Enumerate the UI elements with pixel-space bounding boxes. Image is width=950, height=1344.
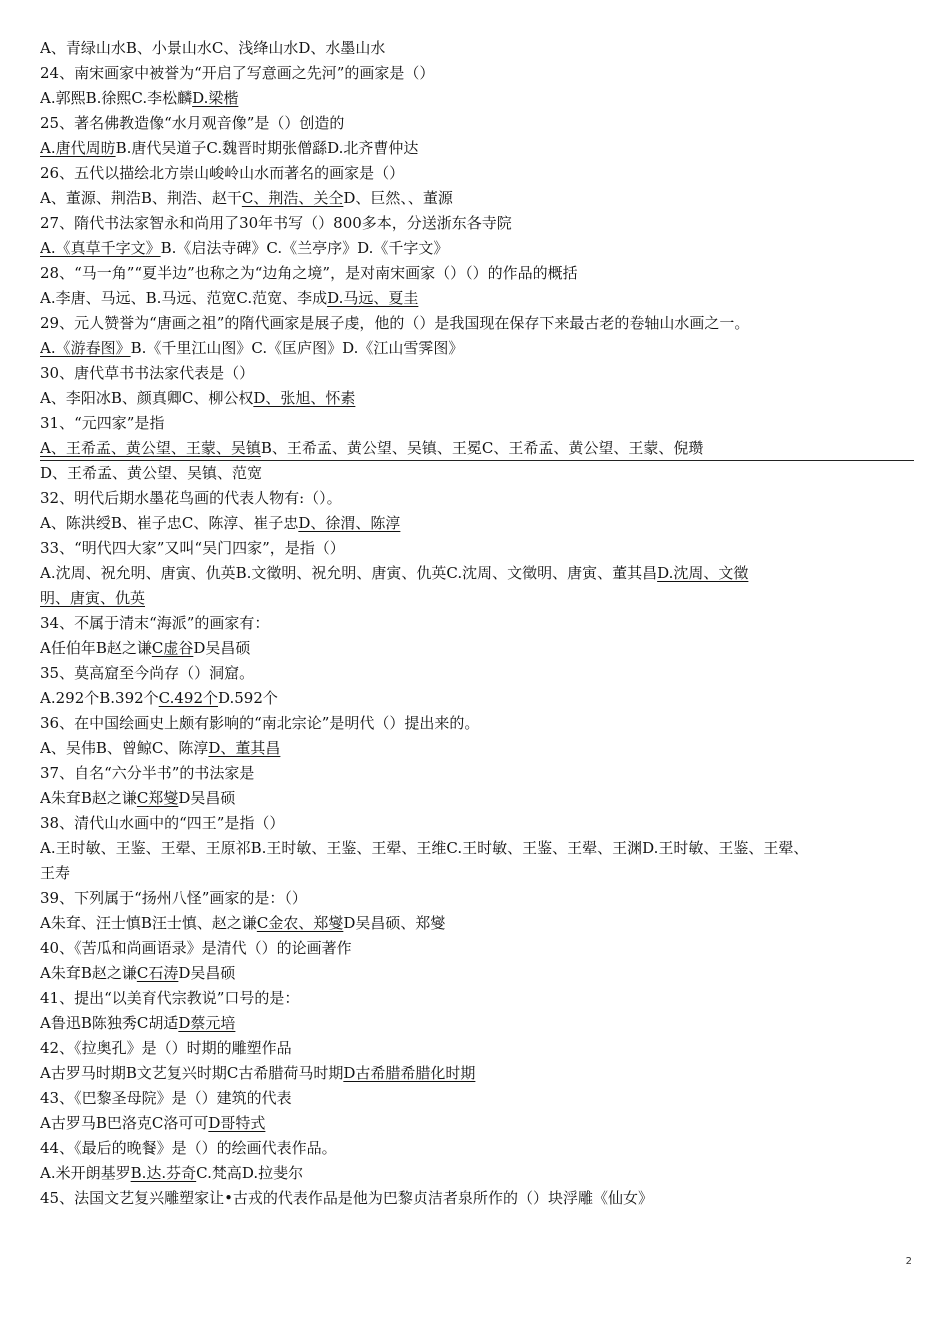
line-text: 27、隋代书法家智永和尚用了30年书写（）800多本，分送浙东各寺院 [40, 214, 512, 232]
answer-text: C、荆浩、关仝 [241, 189, 344, 207]
line-text: A鲁迅B陈独秀C胡适 [40, 1014, 179, 1032]
line-text: A、陈洪绶B、崔子忠C、陈淳、崔子忠 [40, 514, 299, 532]
text-line [40, 286, 920, 311]
text-line [40, 36, 920, 61]
line-text: 35、莫高窟至今尚存（）洞窟。 [40, 664, 255, 682]
line-text: C.梵高D.拉斐尔 [196, 1164, 304, 1182]
text-line [40, 486, 920, 511]
text-line [40, 936, 920, 961]
text-line [40, 1161, 920, 1186]
line-text: 44、《最后的晚餐》是（）的绘画代表作品。 [40, 1139, 337, 1157]
text-line [40, 186, 920, 211]
answer-text: A.《游春图》 [40, 339, 131, 357]
text-line [40, 86, 920, 111]
text-line [40, 111, 920, 136]
line-text: D吴昌硕 [178, 789, 236, 807]
line-text: 30、唐代草书书法家代表是（） [40, 364, 255, 382]
page-number: 2 [905, 1256, 912, 1267]
line-text: D、王希孟、黄公望、吴镇、范宽 [40, 464, 263, 482]
line-text: A.王时敏、王鉴、王翚、王原祁B.王时敏、王鉴、王翚、王维C.王时敏、王鉴、王翚、王渊D.王时敏、王鉴、王翚、 [40, 839, 809, 857]
answer-text: B.达.芬奇 [130, 1164, 197, 1182]
line-text: B.《千里江山图》C.《匡庐图》D.《江山雪霁图》 [130, 339, 464, 357]
line-text: 28、“马一角”“夏半边”也称之为“边角之境”，是对南宋画家（）（）的作品的概括 [40, 264, 578, 282]
answer-text: C.492个 [158, 689, 218, 707]
line-text: 42、《拉奥孔》是（）时期的雕塑作品 [40, 1039, 292, 1057]
line-text: 32、明代后期水墨花鸟画的代表人物有:（）。 [40, 489, 342, 507]
answer-text: D.梁楷 [192, 89, 239, 107]
line-text: A任伯年B赵之谦 [40, 639, 152, 657]
answer-text: D.马远、夏圭 [327, 289, 419, 307]
line-text: 34、不属于清末“海派”的画家有： [40, 614, 270, 632]
text-line [40, 961, 920, 986]
answer-text: D古希腊希腊化时期 [343, 1064, 476, 1082]
answer-text: C金农、郑燮 [256, 914, 344, 932]
line-text: D吴昌硕 [193, 639, 251, 657]
text-line [40, 211, 920, 236]
question-list [40, 36, 920, 1211]
line-text: 37、自名“六分半书”的书法家是 [40, 764, 255, 782]
line-text: 45、法国文艺复兴雕塑家让•古戎的代表作品是他为巴黎贞洁者泉所作的（）块浮雕《仙女》 [40, 1189, 653, 1207]
text-line [40, 911, 920, 936]
answer-text: D蔡元培 [178, 1014, 236, 1032]
text-line [40, 261, 920, 286]
line-text: 王寿 [40, 864, 71, 882]
line-text: D.592个 [218, 689, 278, 707]
line-text: A、青绿山水B、小景山水C、浅绛山水D、水墨山水 [40, 39, 386, 57]
text-line [40, 161, 920, 186]
text-line [40, 886, 920, 911]
line-text: A.李唐、马远、B.马远、范宽C.范宽、李成 [40, 289, 328, 307]
text-line [40, 836, 920, 861]
line-text: B.《启法寺碑》C.《兰亭序》D.《千字文》 [160, 239, 449, 257]
text-line [40, 436, 920, 461]
text-line [40, 1136, 920, 1161]
line-text: B、王希孟、黄公望、吴镇、王冕C、王希孟、黄公望、王蒙、倪瓒 [260, 439, 704, 457]
line-text: A.郭熙B.徐熙C.李松麟 [40, 89, 193, 107]
text-line [40, 861, 920, 886]
text-line [40, 561, 920, 586]
text-line [40, 1036, 920, 1061]
text-line [40, 236, 920, 261]
answer-text: C郑燮 [136, 789, 179, 807]
text-line [40, 411, 920, 436]
line-text: 31、“元四家”是指 [40, 414, 165, 432]
text-line [40, 461, 920, 486]
answer-text: D哥特式 [208, 1114, 266, 1132]
line-text: 38、清代山水画中的“四王”是指（） [40, 814, 285, 832]
line-text: 40、《苦瓜和尚画语录》是清代（）的论画著作 [40, 939, 352, 957]
line-text: A.米开朗基罗 [40, 1164, 131, 1182]
line-text: 24、南宋画家中被誉为“开启了写意画之先河”的画家是（） [40, 64, 435, 82]
line-text: 26、五代以描绘北方崇山峻岭山水而著名的画家是（） [40, 164, 405, 182]
line-text: 29、元人赞誉为“唐画之祖”的隋代画家是展子虔，他的（）是我国现在保存下来最古老的卷轴山水画之一。 [40, 314, 750, 332]
text-line [40, 311, 920, 336]
text-line [40, 336, 920, 361]
answer-text: A.唐代周昉 [40, 139, 116, 157]
answer-text: A.《真草千字文》 [40, 239, 161, 257]
text-line [40, 661, 920, 686]
text-line [40, 1111, 920, 1136]
answer-text: C石涛 [136, 964, 179, 982]
text-line [40, 1011, 920, 1036]
text-line [40, 686, 920, 711]
answer-text: D、徐渭、陈淳 [298, 514, 401, 532]
text-line [40, 711, 920, 736]
line-text: A、李阳冰B、颜真卿C、柳公权 [40, 389, 254, 407]
text-line [40, 586, 920, 611]
text-line [40, 811, 920, 836]
answer-text: D、张旭、怀素 [253, 389, 356, 407]
text-line [40, 1086, 920, 1111]
line-text: 36、在中国绘画史上颇有影响的“南北宗论”是明代（）提出来的。 [40, 714, 480, 732]
answer-text: 明、唐寅、仇英 [40, 589, 146, 607]
horizontal-rule [40, 460, 914, 461]
text-line [40, 386, 920, 411]
line-text: A、吴伟B、曾鲸C、陈淳 [40, 739, 209, 757]
line-text: A.沈周、祝允明、唐寅、仇英B.文徵明、祝允明、唐寅、仇英C.沈周、文徵明、唐寅、董其昌 [40, 564, 658, 582]
answer-text: C虚谷 [151, 639, 194, 657]
text-line [40, 136, 920, 161]
line-text: D、巨然、、董源 [343, 189, 453, 207]
text-line [40, 1061, 920, 1086]
text-line [40, 511, 920, 536]
line-text: 43、《巴黎圣母院》是（）建筑的代表 [40, 1089, 292, 1107]
line-text: A、董源、荆浩B、荆浩、赵干 [40, 189, 242, 207]
answer-text: A、王希孟、黄公望、王蒙、吴镇 [40, 439, 261, 457]
line-text: 33、“明代四大家”又叫“吴门四家”，是指（） [40, 539, 345, 557]
line-text: A古罗马时期B文艺复兴时期C古希腊荷马时期 [40, 1064, 344, 1082]
text-line [40, 536, 920, 561]
answer-text: D、董其昌 [208, 739, 281, 757]
line-text: D吴昌硕、郑燮 [343, 914, 446, 932]
text-line [40, 761, 920, 786]
line-text: A.292个B.392个 [40, 689, 159, 707]
line-text: A朱耷B赵之谦 [40, 964, 137, 982]
line-text: A朱耷B赵之谦 [40, 789, 137, 807]
line-text: 25、著名佛教造像“水月观音像”是（）创造的 [40, 114, 345, 132]
text-line [40, 1186, 920, 1211]
text-line [40, 736, 920, 761]
line-text: 39、下列属于“扬州八怪”画家的是：（） [40, 889, 307, 907]
line-text: B.唐代吴道子C.魏晋时期张僧繇D.北齐曹仲达 [115, 139, 419, 157]
answer-text: D.沈周、文徵 [657, 564, 749, 582]
line-text: A朱耷、汪士慎B汪士慎、赵之谦 [40, 914, 257, 932]
line-text: 41、提出“以美育代宗教说”口号的是： [40, 989, 300, 1007]
text-line [40, 986, 920, 1011]
text-line [40, 361, 920, 386]
text-line [40, 636, 920, 661]
text-line [40, 611, 920, 636]
line-text: A古罗马B巴洛克C洛可可 [40, 1114, 209, 1132]
text-line [40, 61, 920, 86]
text-line [40, 786, 920, 811]
line-text: D吴昌硕 [178, 964, 236, 982]
